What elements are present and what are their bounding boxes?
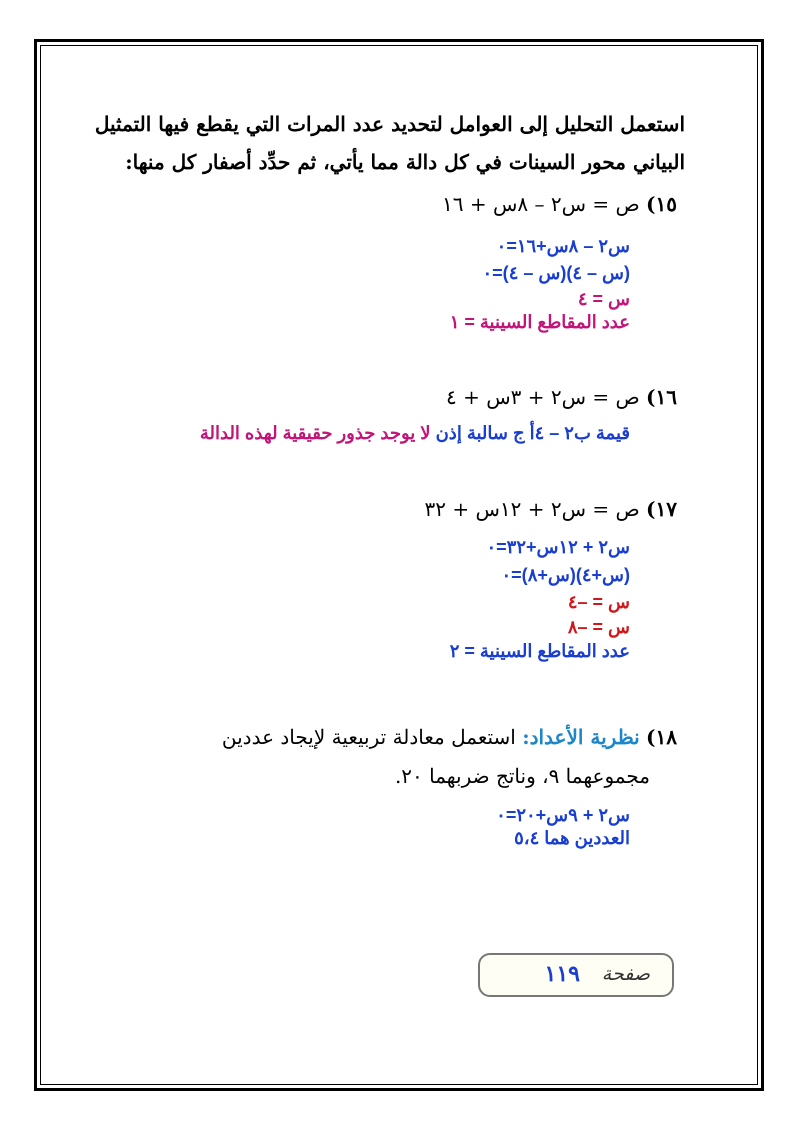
q15-step-3: س = ٤ — [577, 289, 630, 309]
q17-step-2: (س+٤)(س+٨)=٠ — [501, 565, 630, 585]
q18-result: العددين هما ٥،٤ — [514, 828, 630, 848]
question-17 — [425, 497, 677, 521]
question-number: ١٥) — [646, 192, 677, 216]
q15-step-1: س٢ – ٨س+١٦=٠ — [496, 236, 630, 256]
q17-step-3: س = –٤ — [567, 592, 630, 612]
instructions-line-1: استعمل التحليل إلى العوامل لتحديد عدد المرات التي يقطع فيها التمثيل — [94, 112, 685, 136]
question-equation: ص = س٢ – ٨س + ١٦ — [442, 192, 640, 216]
q16-discriminant-text: قيمة ب٢ – ٤أ ج — [512, 423, 630, 443]
question-number: ١٦) — [646, 385, 677, 409]
page-number: ١١٩ — [544, 961, 580, 986]
question-equation: ص = س٢ + ١٢س + ٣٢ — [424, 497, 640, 521]
page-number-box — [478, 953, 674, 997]
q18-step: س٢ + ٩س+٢٠=٠ — [496, 805, 630, 825]
question-number: ١٨) — [646, 725, 677, 749]
q15-step-2: (س – ٤)(س – ٤)=٠ — [482, 263, 630, 283]
question-text-1: استعمل معادلة تربيعية لإيجاد عددين — [221, 725, 516, 749]
q15-result: عدد المقاطع السينية = ١ — [449, 312, 630, 332]
question-18 — [222, 725, 677, 749]
page-label: صفحة — [601, 963, 650, 985]
q17-step-1: س٢ + ١٢س+٣٢=٠ — [486, 537, 630, 557]
question-equation: ص = س٢ + ٣س + ٤ — [445, 385, 640, 409]
q17-step-4: س = –٨ — [567, 617, 630, 637]
q16-negative-text: سالبة إذن — [435, 423, 508, 443]
q16-conclusion-text: لا يوجد جذور حقيقية لهذه الدالة — [199, 423, 431, 443]
question-number: ١٧) — [646, 497, 677, 521]
instructions-line-2: البياني محور السينات في كل دالة مما يأتي، ثم حدِّد أصفار كل منها: — [125, 150, 685, 174]
question-16 — [446, 385, 677, 409]
q16-answer — [200, 423, 630, 444]
question-15 — [442, 192, 677, 216]
question-18-line-2: مجموعهما ٩، وناتج ضربهما ٢٠. — [394, 764, 650, 788]
q17-result: عدد المقاطع السينية = ٢ — [449, 641, 630, 661]
question-topic: نظرية الأعداد: — [522, 725, 640, 749]
